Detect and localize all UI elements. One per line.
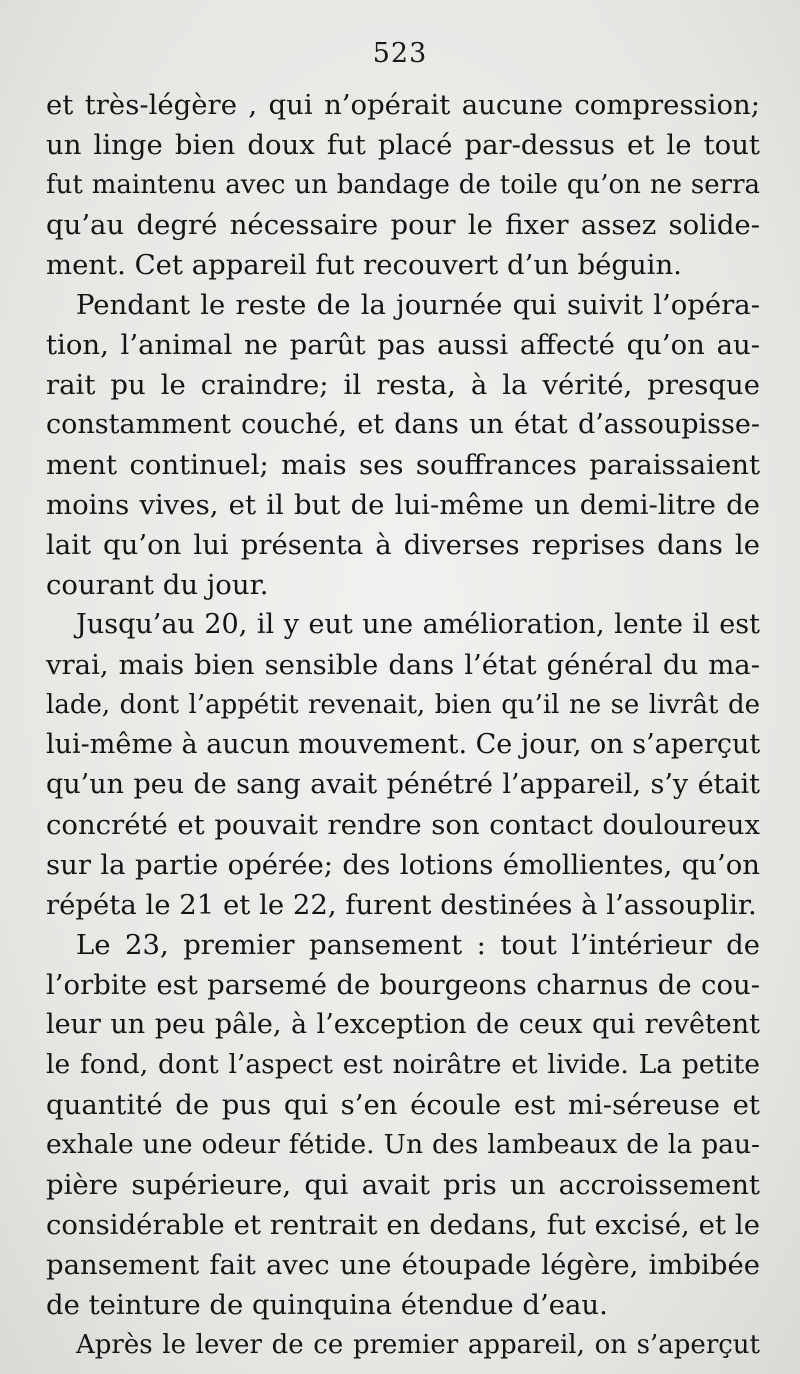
text-line: moins vives, et il but de lui-même un demi-litre de <box>46 489 760 521</box>
text-line: constamment couché, et dans un état d’assoupisse- <box>46 409 760 440</box>
text-line: lui-même à aucun mouvement. Ce jour, on s’aperçut <box>46 729 760 760</box>
text-line: considérable et rentrait en dedans, fut excisé, et le <box>46 1209 760 1241</box>
text-line: quantité de pus qui s’en écoule est mi-séreuse et <box>46 1089 760 1121</box>
text-line: Pendant le reste de la journée qui suivit l’opéra- <box>76 289 760 321</box>
text-line: ment. Cet appareil fut recouvert d’un béguin. <box>46 249 682 281</box>
body-text <box>46 85 760 1365</box>
text-line: courant du jour. <box>46 569 269 601</box>
page-number: 523 <box>372 38 428 69</box>
text-line: qu’un peu de sang avait pénétré l’appareil, s’y était <box>46 769 760 800</box>
text-line: pière supérieure, qui avait pris un accroissement <box>46 1169 760 1201</box>
text-line: lade, dont l’appétit revenait, bien qu’il ne se livrât de <box>46 690 760 720</box>
text-line: rait pu le craindre; il resta, à la vérité, presque <box>46 369 760 401</box>
text-line: qu’au degré nécessaire pour le fixer assez solide- <box>46 209 760 241</box>
text-line: le fond, dont l’aspect est noirâtre et livide. La petite <box>46 1049 760 1080</box>
text-line: tion, l’animal ne parût pas aussi affecté qu’on au- <box>46 329 760 361</box>
text-line: vrai, mais bien sensible dans l’état général du ma- <box>46 649 760 681</box>
text-line: ment continuel; mais ses souffrances paraissaient <box>46 449 760 481</box>
text-line: leur un peu pâle, à l’exception de ceux qui revêtent <box>46 1009 760 1040</box>
text-line: sur la partie opérée; des lotions émollientes, qu’on <box>46 849 760 881</box>
text-line: et très-légère , qui n’opérait aucune compression; <box>46 89 760 121</box>
text-line: pansement fait avec une étoupade légère, imbibée <box>46 1249 760 1281</box>
text-line: un linge bien doux fut placé par-dessus et le tout <box>46 129 760 161</box>
text-line: Jusqu’au 20, il y eut une amélioration, lente il est <box>76 609 760 640</box>
text-line: concrété et pouvait rendre son contact douloureux <box>46 809 760 841</box>
text-line: Après le lever de ce premier appareil, on s’aperçut <box>76 1330 760 1360</box>
text-line: fut maintenu avec un bandage de toile qu’on ne serra <box>46 170 760 200</box>
text-line: Le 23, premier pansement : tout l’intérieur de <box>76 929 760 961</box>
text-line: l’orbite est parsemé de bourgeons charnus de cou- <box>46 969 760 1001</box>
text-line: lait qu’on lui présenta à diverses reprises dans le <box>46 529 760 561</box>
text-line: de teinture de quinquina étendue d’eau. <box>46 1289 608 1321</box>
text-line: exhale une odeur fétide. Un des lambeaux de la pau- <box>46 1129 760 1160</box>
text-line: répéta le 21 et le 22, furent destinées à l’assouplir. <box>46 889 757 921</box>
